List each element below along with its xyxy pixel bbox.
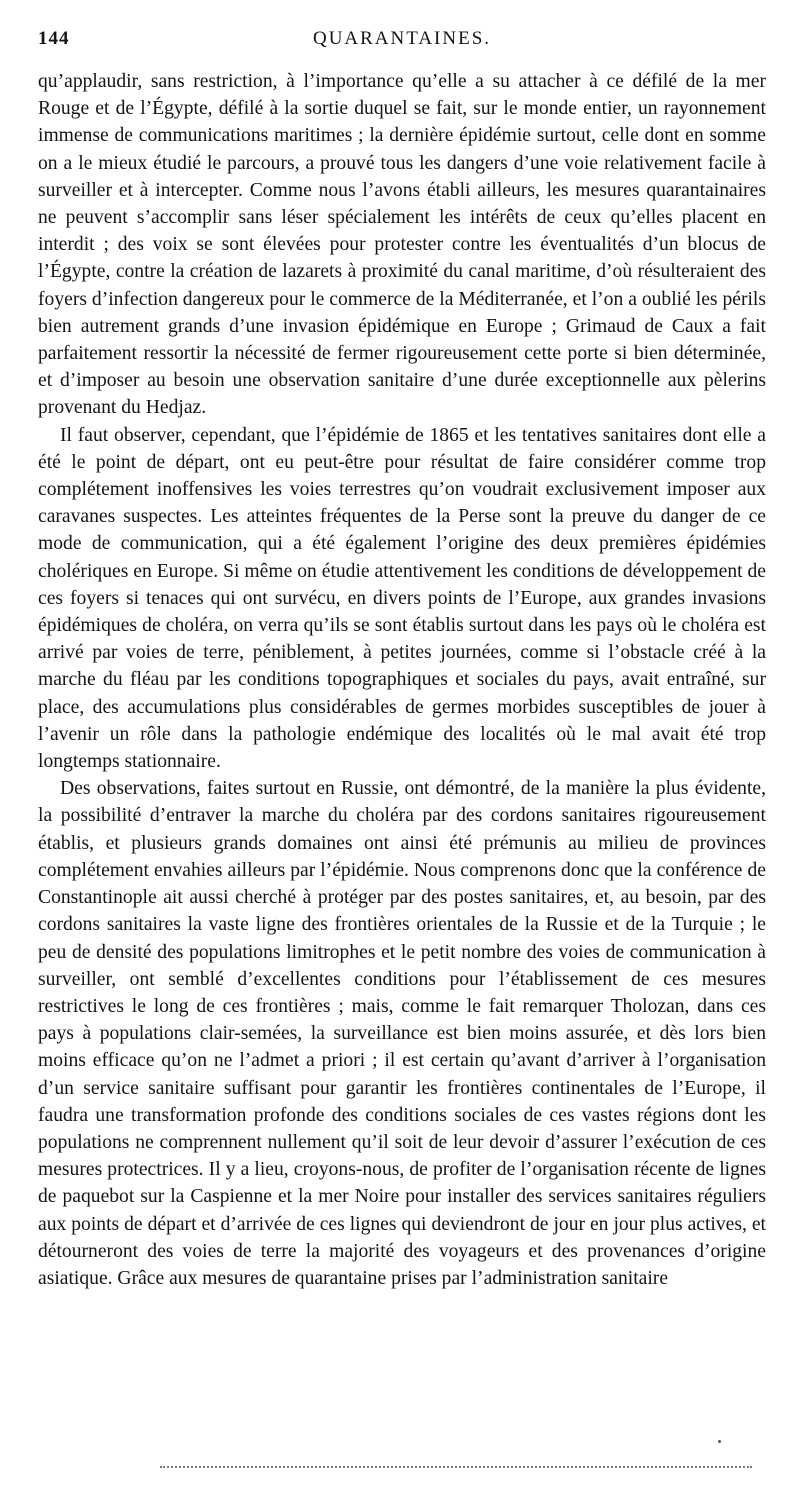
- body-text: [38, 68, 766, 1292]
- print-speck: [718, 1440, 721, 1443]
- running-header: [38, 28, 766, 58]
- paragraph: Des observations, faites surtout en Russie, ont démontré, de la manière la plus évidente, la possibilité d’entraver la marche du choléra par des cordons sanitaires rigoureusement établis, et plusieurs grands domaines ont ainsi été prémunis au milieu de provinces complétement envahies ailleurs par l’épidémie. Nous comprenons donc que la conférence de Constantinople ait aussi cherché à protéger par des postes sanitaires, et, au besoin, par des cordons sanitaires la vaste ligne des frontières orientales de la Russie et de la Turquie ; le peu de densité des populations limitrophes et le petit nombre des voies de communication à surveiller, ont semblé d’excellentes conditions pour l’établissement de ces mesures restrictives le long de ces frontières ; mais, comme le fait remarquer Tholozan, dans ces pays à populations clair-semées, la surveillance est bien moins assurée, et dès lors bien moins efficace qu’on ne l’admet a priori ; il est certain qu’avant d’arriver à l’organisation d’un service sanitaire suffisant pour garantir les frontières continentales de l’Europe, il faudra une transformation profonde des conditions sociales de ces vastes régions dont les populations ne comprennent nullement qu’il soit de leur devoir d’assurer l’exécution de ces mesures protectrices. Il y a lieu, croyons-nous, de profiter de l’organisation récente de lignes de paquebot sur la Caspienne et la mer Noire pour installer des services sanitaires réguliers aux points de départ et d’arrivée de ces lignes qui deviendront de jour en jour plus actives, et détourneront des voies de terre la majorité des voyageurs et des provenances d’origine asiatique. Grâce aux mesures de quarantaine prises par l’administration sanitaire: [38, 778, 766, 1289]
- page-number: 144: [38, 28, 70, 49]
- paragraph-continued: qu’applaudir, sans restriction, à l’importance qu’elle a su attacher à ce défilé de la mer Rouge et de l’Égypte, défilé à la sortie duquel se fait, sur le monde entier, un rayonnement immense de communications maritimes ; la dernière épidémie surtout, celle dont en somme on a le mieux étudié le parcours, a prouvé tous les dangers d’une voie relativement facile à surveiller et à intercepter. Comme nous l’avons établi ailleurs, les mesures quarantainaires ne peuvent s’accomplir sans léser spécialement les intérêts de ceux qu’elles placent en interdit ; des voix se sont élevées pour protester contre les éventualités d’un blocus de l’Égypte, contre la création de lazarets à proximité du canal maritime, d’où résulteraient des foyers d’infection dangereux pour le commerce de la Méditerranée, et l’on a oublié les périls bien autrement grands d’une invasion épidémique en Europe ; Grimaud de Caux a fait parfaitement ressortir la nécessité de fermer rigoureusement cette porte si bien déterminée, et d’imposer au besoin une observation sanitaire d’une durée exceptionnelle aux pèlerins provenant du Hedjaz.: [38, 71, 766, 419]
- running-title: QUARANTAINES.: [312, 28, 492, 49]
- footer-dotted-rule: [160, 1466, 752, 1468]
- paragraph: Il faut observer, cependant, que l’épidémie de 1865 et les tentatives sanitaires dont elle a été le point de départ, ont eu peut-être pour résultat de faire considérer comme trop complétement inoffensives les voies terrestres qu’on voudrait exclusivement imposer aux caravanes suspectes. Les atteintes fréquentes de la Perse sont la preuve du danger de ce mode de communication, qui a été également l’origine des deux premières épidémies cholériques en Europe. Si même on étudie attentivement les conditions de développement de ces foyers si tenaces qui ont survécu, en divers points de l’Europe, aux grandes invasions épidémiques de choléra, on verra qu’ils se sont établis surtout dans les pays où le choléra est arrivé par voies de terre, péniblement, à petites journées, comme si l’obstacle créé à la marche du fléau par les conditions topographiques et sociales du pays, avait entraîné, sur place, des accumulations plus considérables de germes morbides susceptibles de jouer à l’avenir un rôle dans la pathologie endémique des localités où le mal avait été trop longtemps stationnaire.: [38, 424, 766, 773]
- book-page: [38, 28, 766, 1292]
